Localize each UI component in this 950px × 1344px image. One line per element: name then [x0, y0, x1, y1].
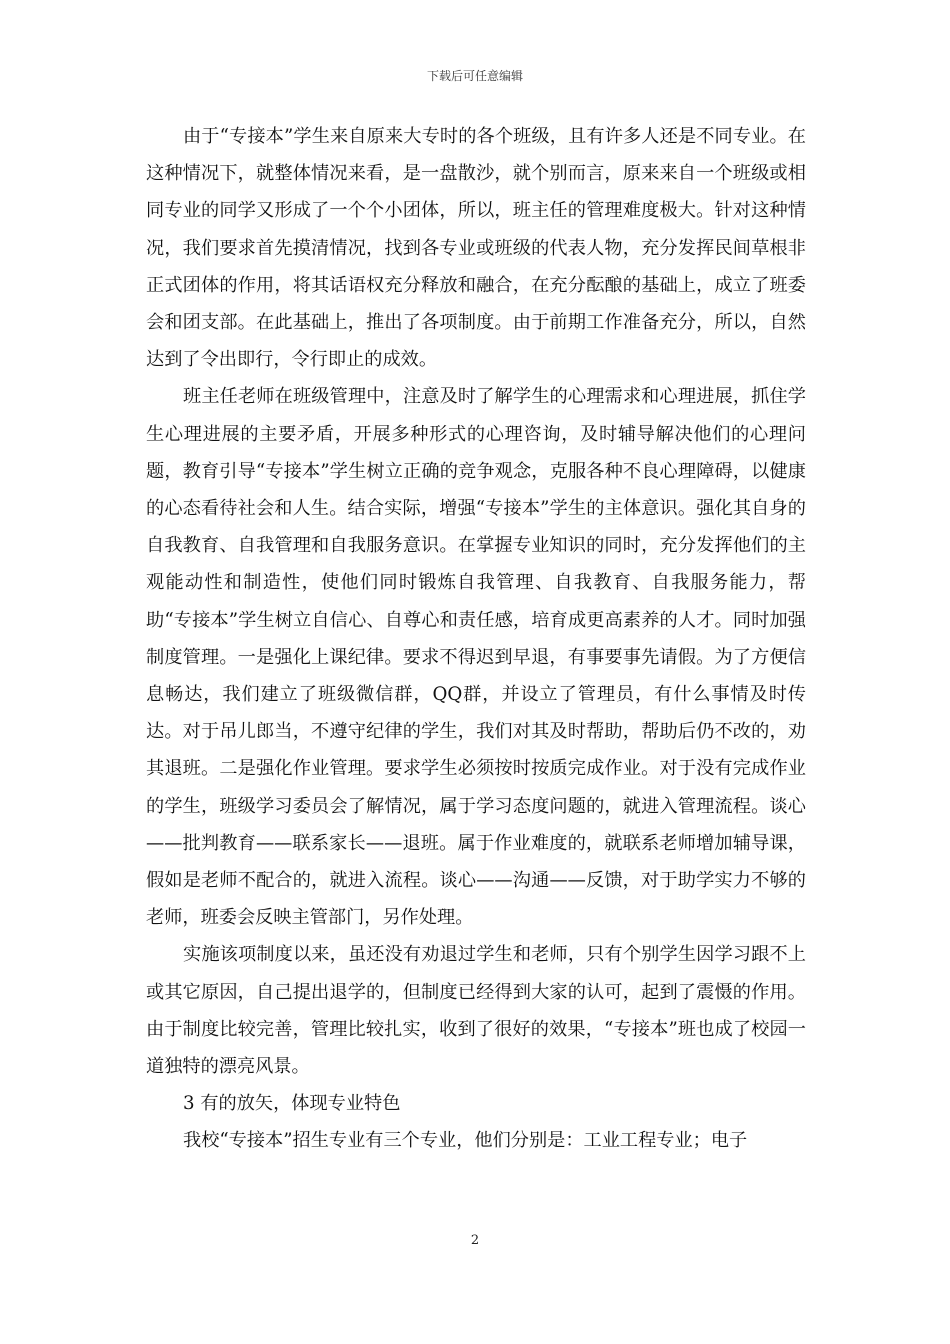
section-heading: 3 有的放矢，体现专业特色	[183, 1093, 401, 1115]
paragraph: 由于“专接本”学生来自原来大专时的各个班级，且有许多人还是不同专业。在这种情况下，就整体情况来看，是一盘散沙，就个别而言，原来来自一个班级或相同专业的同学又形成了一个个小团体，所以，班主任的管理难度极大。针对这种情况，我们要求首先摸清情况，找到各专业或班级的代表人物，充分发挥民间草根非正式团体的作用，将其话语权充分释放和融合，在充分酝酿的基础上，成立了班委会和团支部。在此基础上，推出了各项制度。由于前期工作准备充分，所以，自然达到了令出即行，令行即止的成效。	[146, 126, 806, 371]
page-number: 2	[470, 1233, 480, 1248]
page-header: 下载后可任意编辑	[426, 69, 523, 83]
paragraph: 班主任老师在班级管理中，注意及时了解学生的心理需求和心理进展，抓住学生心理进展的主要矛盾，开展多种形式的心理咨询，及时辅导解决他们的心理问题，教育引导“专接本”学生树立正确的竞争观念，克服各种不良心理障碍，以健康的心态看待社会和人生。结合实际，增强“专接本”学生的主体意识。强化其自身的自我教育、自我管理和自我服务意识。在掌握专业知识的同时，充分发挥他们的主观能动性和制造性，使他们同时锻炼自我管理、自我教育、自我服务能力，帮助“专接本”学生树立自信心、自尊心和责任感，培育成更高素养的人才。同时加强制度管理。一是强化上课纪律。要求不得迟到早退，有事要事先请假。为了方便信息畅达，我们建立了班级微信群，QQ群，并设立了管理员，有什么事情及时传达。对于吊儿郎当，不遵守纪律的学生，我们对其及时帮助，帮助后仍不改的，劝其退班。二是强化作业管理。要求学生必须按时按质完成作业。对于没有完成作业的学生，班级学习委员会了解情况，属于学习态度问题的，就进入管理流程。谈心——批判教育——联系家长——退班。属于作业难度的，就联系老师增加辅导课，假如是老师不配合的，就进入流程。谈心——沟通——反馈，对于助学实力不够的老师，班委会反映主管部门，另作处理。	[146, 386, 806, 929]
document-body	[146, 118, 806, 1160]
paragraph: 实施该项制度以来，虽还没有劝退过学生和老师，只有个别学生因学习跟不上或其它原因，自己提出退学的，但制度已经得到大家的认可，起到了震慑的作用。由于制度比较完善，管理比较扎实，收到了很好的效果，“专接本”班也成了校园一道独特的漂亮风景。	[146, 944, 806, 1078]
paragraph: 我校“专接本”招生专业有三个专业，他们分别是：工业工程专业；电子	[183, 1130, 748, 1152]
